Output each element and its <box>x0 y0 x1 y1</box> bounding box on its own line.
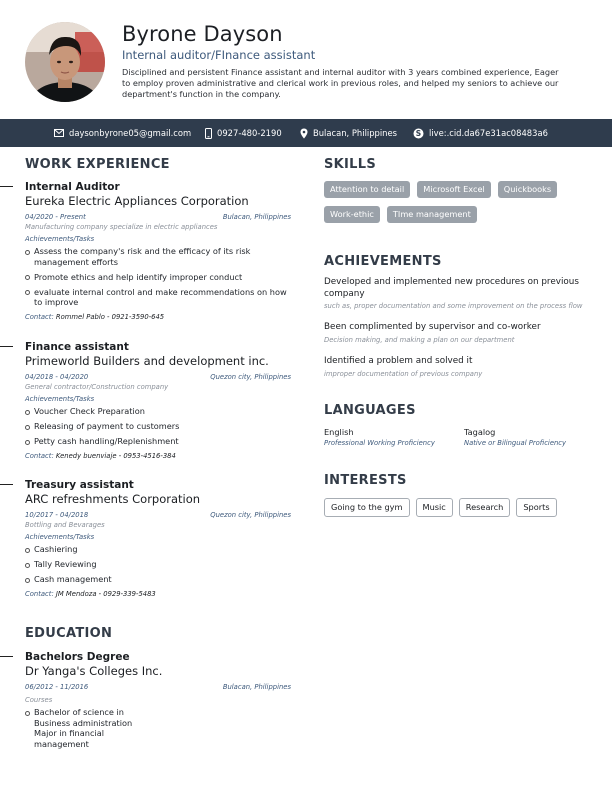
job-location: Quezon city, Philippines <box>210 511 291 519</box>
language-name: Tagalog <box>464 427 496 437</box>
achievement-item <box>324 356 594 379</box>
courses-list <box>25 707 137 749</box>
phone-icon <box>205 128 212 139</box>
interests-heading: INTERESTS <box>324 473 407 488</box>
achievement-description: Decision making, and making a plan on our department <box>324 335 515 344</box>
achievement-title: Been complimented by supervisor and co-worker <box>324 322 541 332</box>
education-dates: 06/2012 - 11/2016 <box>25 683 89 691</box>
skill-tag: Microsoft Excel <box>417 181 491 198</box>
job-meta <box>25 212 291 222</box>
job-company: ARC refreshments Corporation <box>25 492 201 506</box>
achievement-title: Identified a problem and solved it <box>324 356 473 366</box>
education-entry <box>25 650 291 754</box>
skill-tag: Quickbooks <box>498 181 557 198</box>
list-item: Cashiering <box>25 544 291 555</box>
contact-email-text: daysonbyrone05@gmail.com <box>69 128 192 138</box>
job-meta <box>25 372 291 382</box>
reference-label: Contact: <box>25 313 54 321</box>
work-entry <box>25 340 291 461</box>
entry-marker <box>0 656 13 657</box>
job-role: Finance assistant <box>25 341 129 353</box>
svg-text:S: S <box>415 128 422 138</box>
contact-phone-text: 0927-480-2190 <box>217 128 282 138</box>
list-item: Voucher Check Preparation <box>25 406 291 417</box>
profile-photo <box>25 22 105 102</box>
list-item: evaluate internal control and make recommendations on how to improve <box>25 287 291 308</box>
reference-value: Kenedy buenviaje - 0953-4516-384 <box>55 452 176 460</box>
interest-tag: Sports <box>516 498 556 517</box>
interest-tag: Music <box>416 498 453 517</box>
interest-tag: Going to the gym <box>324 498 410 517</box>
list-item: Tally Reviewing <box>25 559 291 570</box>
courses-label: Courses <box>25 696 53 704</box>
language-level: Professional Working Proficiency <box>324 439 435 447</box>
interests-list <box>324 498 557 517</box>
map-pin-icon <box>300 128 308 139</box>
entry-marker <box>0 346 13 347</box>
achievement-title: Developed and implemented new procedures on previous company <box>324 277 579 299</box>
envelope-icon <box>54 129 64 137</box>
reference-value: JM Mendoza - 0929-339-5483 <box>55 590 156 598</box>
skills-list <box>324 181 584 223</box>
reference-label: Contact: <box>25 590 54 598</box>
job-company-description: General contractor/Construction company <box>25 383 169 391</box>
list-item: Cash management <box>25 574 291 585</box>
skills-heading: SKILLS <box>324 157 377 172</box>
job-company-description: Manufacturing company specialize in electric appliances <box>25 223 218 231</box>
job-meta <box>25 510 291 520</box>
skype-icon <box>413 128 424 139</box>
education-meta <box>25 682 291 692</box>
contact-skype[interactable] <box>413 119 548 147</box>
job-company: Primeworld Builders and development inc. <box>25 354 269 368</box>
job-tasks-label: Achievements/Tasks <box>25 533 95 541</box>
list-item: Petty cash handling/Replenishment <box>25 436 291 447</box>
candidate-title: Internal auditor/FInance assistant <box>122 48 316 62</box>
school-name: Dr Yanga's Colleges Inc. <box>25 664 163 678</box>
achievement-item <box>324 277 594 311</box>
job-tasks-list <box>25 406 291 447</box>
job-tasks-label: Achievements/Tasks <box>25 395 95 403</box>
job-reference <box>25 589 291 599</box>
reference-label: Contact: <box>25 452 54 460</box>
education-heading: EDUCATION <box>25 626 113 641</box>
job-dates: 10/2017 - 04/2018 <box>25 511 89 519</box>
job-reference <box>25 312 291 322</box>
language-item <box>464 427 566 448</box>
profile-summary: Disciplined and persistent Finance assistant and internal auditor with 3 years combined experience, Eager to employ proven administrative and clerical work in previous roles, and helped my seniors to achieve our department's function in the company. <box>122 67 559 100</box>
list-item: Releasing of payment to customers <box>25 421 291 432</box>
contact-phone[interactable] <box>205 119 282 147</box>
language-level: Native or Bilingual Proficiency <box>464 439 567 447</box>
contact-bar <box>0 119 612 147</box>
language-item <box>324 427 435 448</box>
list-item: Bachelor of science in Business administration Major in financial management <box>25 707 137 749</box>
job-dates: 04/2020 - Present <box>25 213 86 221</box>
contact-location-text: Bulacan, Philippines <box>313 128 398 138</box>
contact-location <box>300 119 397 147</box>
entry-marker <box>0 186 13 187</box>
entry-marker <box>0 484 13 485</box>
languages-heading: LANGUAGES <box>324 403 416 418</box>
education-location: Bulacan, Philippines <box>222 683 291 691</box>
reference-value: Rommel Pablo - 0921-3590-645 <box>55 313 165 321</box>
job-tasks-list <box>25 544 291 585</box>
achievement-description: such as, proper documentation and some improvement on the process flow <box>324 302 583 310</box>
job-role: Internal Auditor <box>25 181 120 193</box>
interest-tag: Research <box>459 498 511 517</box>
skill-tag: Attention to detail <box>324 181 410 198</box>
job-role: Treasury assistant <box>25 479 134 491</box>
language-name: English <box>324 427 354 437</box>
job-location: Quezon city, Philippines <box>210 373 291 381</box>
degree-title: Bachelors Degree <box>25 651 130 663</box>
job-location: Bulacan, Philippines <box>222 213 291 221</box>
work-entry <box>25 478 291 599</box>
job-tasks-list <box>25 246 291 308</box>
skill-tag: Work-ethic <box>324 206 380 223</box>
skill-tag: TIme management <box>387 206 477 223</box>
work-experience-heading: WORK EXPERIENCE <box>25 157 170 172</box>
achievements-heading: ACHIEVEMENTS <box>324 254 442 269</box>
contact-skype-text: live:.cid.da67e31ac08483a6 <box>429 128 548 138</box>
list-item: Assess the company's risk and the efficacy of its risk management efforts <box>25 246 291 267</box>
candidate-name: Byrone Dayson <box>122 22 283 46</box>
job-company-description: Bottling and Bevarages <box>25 521 105 529</box>
list-item: Promote ethics and help identify improper conduct <box>25 272 291 283</box>
achievement-description: improper documentation of previous company <box>324 369 483 378</box>
contact-email[interactable] <box>54 119 191 147</box>
job-tasks-label: Achievements/Tasks <box>25 235 95 243</box>
job-company: Eureka Electric Appliances Corporation <box>25 194 249 208</box>
work-entry <box>25 180 291 322</box>
job-dates: 04/2018 - 04/2020 <box>25 373 89 381</box>
achievement-item <box>324 322 594 345</box>
job-reference <box>25 451 291 461</box>
